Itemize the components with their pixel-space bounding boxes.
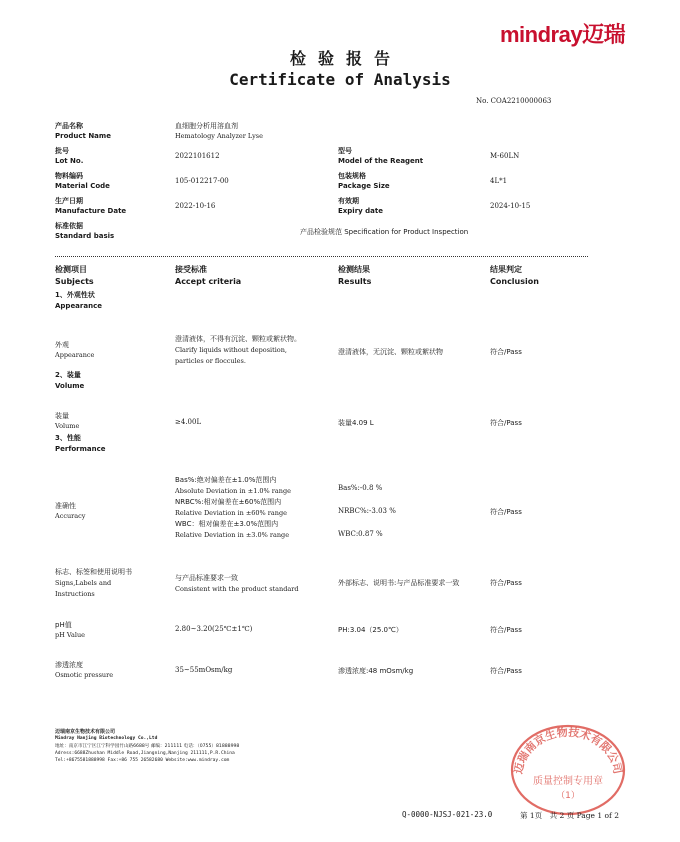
lot-label-en: Lot No. (55, 157, 84, 165)
mfg-date-label-en: Manufacture Date (55, 207, 127, 215)
standard-label-en: Standard basis (55, 232, 115, 240)
header-subjects-cn: 检测项目 (55, 265, 87, 274)
appearance-result: 澄清液体，无沉淀、颗粒或絮状物 (338, 348, 443, 356)
product-name-label-en: Product Name (55, 132, 111, 140)
ph-criteria: 2.80~3.20(25℃±1℃) (175, 625, 253, 633)
labels-conclusion: 符合/Pass (490, 579, 522, 587)
header-subjects-en: Subjects (55, 277, 94, 286)
section-volume-cn: 2、装量 (55, 371, 81, 379)
accuracy-conclusion: 符合/Pass (490, 508, 522, 516)
company-name-cn: 迈瑞南京生物技术有限公司 (55, 729, 116, 735)
accuracy-result-bas: Bas%:-0.8 % (338, 484, 383, 492)
company-address-en: Adress:6688Zhushan Middle Road,Jiangning,Nanjing 211111,P.R.China (55, 751, 235, 756)
accuracy-subject-cn: 准确性 (55, 502, 76, 510)
lot-label-cn: 批号 (55, 147, 69, 155)
osmotic-criteria: 35~55mOsm/kg (175, 666, 233, 674)
seal-center-text: 质量控制专用章 (533, 776, 603, 787)
labels-subject: 标志、标签和使用说明书 Signs,Labels and Instructions (55, 568, 132, 598)
model-label-cn: 型号 (338, 147, 352, 155)
quality-control-seal (508, 718, 628, 818)
expiry-value: 2024-10-15 (490, 202, 531, 210)
accuracy-result-wbc: WBC:0.87 % (338, 530, 383, 538)
header-criteria-en: Accept criteria (175, 277, 242, 286)
section-appearance-cn: 1、外观性状 (55, 291, 95, 299)
labels-result: 外部标志、说明书:与产品标准要求一致 (338, 579, 460, 587)
labels-criteria: 与产品标准要求一致 Consistent with the product standard (175, 574, 299, 593)
package-label-en: Package Size (338, 182, 390, 190)
appearance-subject-en: Appearance (55, 351, 95, 359)
title-chinese: 检验报告 (289, 49, 402, 68)
mfg-date-label-cn: 生产日期 (55, 197, 83, 205)
seal-number: （1） (556, 791, 580, 801)
volume-conclusion: 符合/Pass (490, 419, 522, 427)
svg-text:迈瑞南京生物技术有限公司: 迈瑞南京生物技术有限公司 (511, 725, 625, 776)
header-results-cn: 检测结果 (338, 265, 370, 274)
company-address-cn: 地址：南京市江宁区江宁科学园竹山路6688号 邮编：211111 电话：（0755）81888998 (55, 744, 240, 749)
section-performance-cn: 3、性能 (55, 434, 81, 442)
header-conclusion-en: Conclusion (490, 277, 539, 286)
header-results-en: Results (338, 277, 372, 286)
osmotic-result: 渗透浓度:48 mOsm/kg (338, 667, 414, 675)
package-value: 4L*1 (490, 177, 508, 185)
title-english: Certificate of Analysis (229, 70, 451, 89)
document-number: No. COA2210000063 (476, 97, 552, 105)
expiry-label-en: Expiry date (338, 207, 383, 215)
volume-subject-en: Volume (55, 422, 80, 430)
osmotic-subject-en: Osmotic pressure (55, 671, 114, 679)
accuracy-subject-en: Accuracy (55, 512, 86, 520)
volume-result: 装量4.09 L (338, 419, 374, 427)
lot-value: 2022101612 (175, 152, 220, 160)
section-divider (55, 256, 588, 257)
osmotic-conclusion: 符合/Pass (490, 667, 522, 675)
model-label-en: Model of the Reagent (338, 157, 424, 165)
appearance-subject-cn: 外观 (55, 341, 69, 349)
product-name-value-en: Hematology Analyzer Lyse (175, 132, 263, 140)
product-name-label-cn: 产品名称 (55, 122, 83, 130)
company-contact: Tel:+8675581888998 Fax:+86 755 26582680 Website:www.mindray.com (55, 758, 230, 763)
volume-criteria: ≥4.00L (175, 418, 202, 426)
material-value: 105-012217-00 (175, 177, 229, 185)
accuracy-result-nrbc: NRBC%:-3.03 % (338, 507, 396, 515)
expiry-label-cn: 有效期 (338, 197, 359, 205)
volume-subject-cn: 装量 (55, 412, 69, 420)
ph-subject-cn: pH值 (55, 621, 72, 629)
mindray-logo: mindray迈瑞 (500, 22, 626, 47)
header-conclusion-cn: 结果判定 (490, 265, 522, 274)
appearance-conclusion: 符合/Pass (490, 348, 522, 356)
header-criteria-cn: 接受标准 (175, 265, 207, 274)
model-value: M-60LN (490, 152, 520, 160)
company-name-en: Mindray Nanjing Biotechnology Co.,Ltd (55, 736, 158, 741)
section-performance-en: Performance (55, 445, 106, 453)
appearance-criteria: 澄清液体，不得有沉淀、颗粒或絮状物。 Clarify liquids without deposition, particles or floccules. (175, 335, 301, 365)
ph-subject-en: pH Value (55, 631, 85, 639)
standard-label-cn: 标准依据 (55, 222, 83, 230)
ph-conclusion: 符合/Pass (490, 626, 522, 634)
section-appearance-en: Appearance (55, 302, 102, 310)
accuracy-criteria: Bas%:绝对偏差在±1.0%范围内 Absolute Deviation in ±1.0% range NRBC%:相对偏差在±60%范围内 Relative Deviation in ±60% range WBC：相对偏差在±3.0%范围内 Relative Deviation in ±3.0% range (175, 476, 291, 539)
section-volume-en: Volume (55, 382, 85, 390)
page-indicator: 第 1页 共 2 页 Page 1 of 2 (520, 811, 619, 820)
material-label-en: Material Code (55, 182, 110, 190)
mfg-date-value: 2022-10-16 (175, 202, 216, 210)
package-label-cn: 包装规格 (338, 172, 366, 180)
product-name-value-cn: 血细胞分析用溶血剂 (175, 122, 238, 130)
osmotic-subject-cn: 渗透浓度 (55, 661, 83, 669)
standard-value: 产品检验规范 Specification for Product Inspection (300, 228, 469, 236)
material-label-cn: 物料编码 (55, 172, 83, 180)
document-code: Q-0000-NJSJ-021-23.0 (402, 810, 493, 819)
ph-result: PH:3.04（25.0℃） (338, 626, 403, 634)
